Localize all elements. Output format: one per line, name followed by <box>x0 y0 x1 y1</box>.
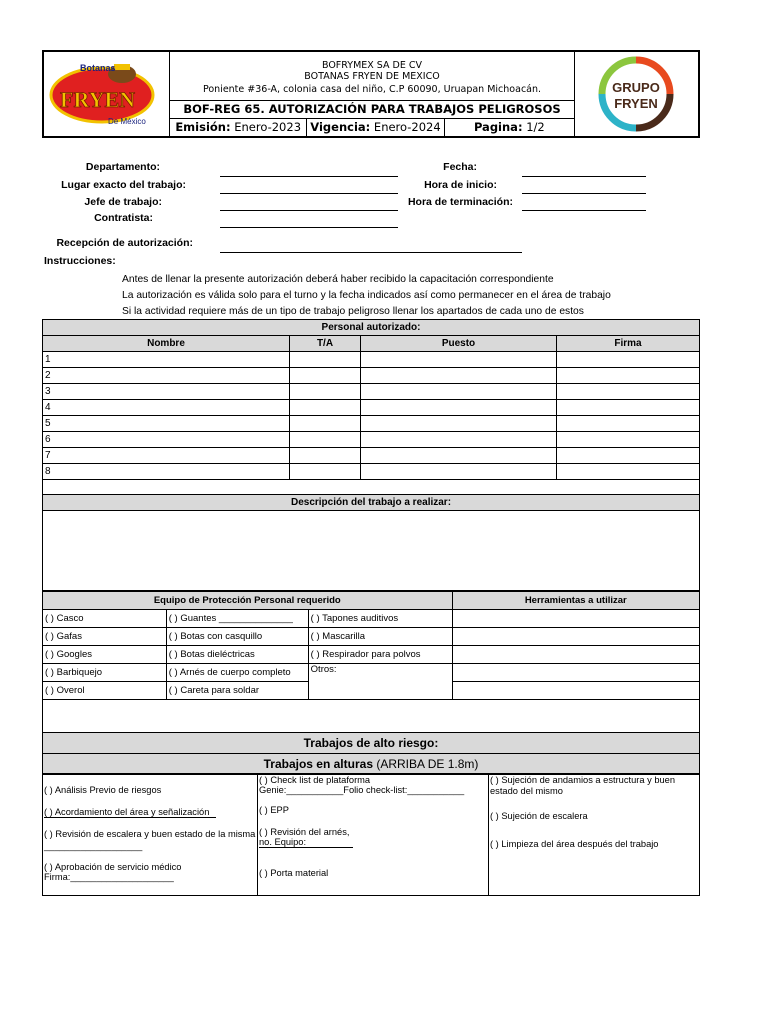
fecha-field[interactable] <box>522 176 646 177</box>
check-escalera[interactable]: ( ) Revisión de escalera y buen estado de la misma ___________________ <box>44 829 256 851</box>
hora-termino-label: Hora de terminación: <box>407 196 513 208</box>
jefe-label: Jefe de trabajo: <box>84 196 162 208</box>
check-porta-material[interactable]: ( ) Porta material <box>259 868 329 878</box>
epp-otros[interactable]: Otros: <box>308 664 452 700</box>
epp-respirador[interactable]: ( ) Respirador para polvos <box>308 646 452 664</box>
table-row[interactable]: 1 <box>43 352 700 368</box>
company-address: Poniente #36-A, colonia casa del niño, C.P 60090, Uruapan Michoacán. <box>202 84 542 95</box>
fryen-text: FRYEN <box>614 96 658 111</box>
epp-overol[interactable]: ( ) Overol <box>43 682 167 700</box>
epp-botas-casquillo[interactable]: ( ) Botas con casquillo <box>166 628 308 646</box>
table-row[interactable]: 2 <box>43 368 700 384</box>
personal-table <box>42 319 700 591</box>
epp-gafas[interactable]: ( ) Gafas <box>43 628 167 646</box>
check-analisis[interactable]: ( ) Análisis Previo de riesgos <box>44 785 162 795</box>
document-header <box>42 50 700 138</box>
epp-table <box>42 591 700 774</box>
check-epp[interactable]: ( ) EPP <box>259 805 289 815</box>
lugar-label: Lugar exacto del trabajo: <box>61 179 186 191</box>
instruccion-2: La autorización es válida solo para el turno y la fecha indicados así como permanecer en el área de trabajo <box>122 290 611 301</box>
check-andamios[interactable]: ( ) Sujeción de andamios a estructura y buen estado del mismo <box>490 775 676 796</box>
table-row[interactable]: 5 <box>43 416 700 432</box>
main-form-grid <box>42 319 700 901</box>
check-limpieza[interactable]: ( ) Limpieza del área después del trabajo <box>490 839 659 849</box>
departamento-label: Departamento: <box>85 161 160 173</box>
tool-line[interactable] <box>452 628 699 646</box>
fecha-label: Fecha: <box>443 161 477 173</box>
alturas-col-3 <box>489 775 700 896</box>
tool-line[interactable] <box>452 646 699 664</box>
company-name: BOFRYMEX SA DE CV <box>321 60 422 71</box>
epp-botas-dielectricas[interactable]: ( ) Botas dieléctricas <box>166 646 308 664</box>
tool-line[interactable] <box>452 682 699 700</box>
hora-inicio-label: Hora de inicio: <box>424 179 497 191</box>
hora-termino-field[interactable] <box>522 210 646 211</box>
vigencia-cell: Vigencia: Enero-2024 <box>307 118 444 136</box>
logo-bottom-text: De México <box>108 117 146 126</box>
recepcion-field[interactable] <box>220 252 522 253</box>
header-center <box>170 52 574 136</box>
col-firma: Firma <box>557 336 700 352</box>
epp-barbiquejo[interactable]: ( ) Barbiquejo <box>43 664 167 682</box>
check-arnes[interactable]: ( ) Revisión del arnés, no. Equipo: <box>259 827 353 848</box>
descripcion-area[interactable] <box>43 511 700 591</box>
col-puesto: Puesto <box>361 336 557 352</box>
jefe-field[interactable] <box>220 210 398 211</box>
alto-riesgo-title: Trabajos de alto riesgo: <box>43 733 700 754</box>
instruccion-3: Si la actividad requiere más de un tipo de trabajo peligroso llenar los apartados de cada uno de estos <box>122 306 584 317</box>
alturas-col-1 <box>43 775 258 896</box>
lugar-field[interactable] <box>220 193 398 194</box>
contratista-field[interactable] <box>220 227 398 228</box>
table-row[interactable]: 6 <box>43 432 700 448</box>
epp-guantes[interactable]: ( ) Guantes ______________ <box>166 610 308 628</box>
table-row[interactable]: 3 <box>43 384 700 400</box>
table-row[interactable]: 7 <box>43 448 700 464</box>
grupo-text: GRUPO <box>612 80 660 95</box>
document-title: BOF-REG 65. AUTORIZACIÓN PARA TRABAJOS PELIGROSOS <box>170 100 574 119</box>
hora-inicio-field[interactable] <box>522 193 646 194</box>
logo-top-text: Botanas <box>80 63 116 73</box>
check-acordamiento[interactable]: ( ) Acordamiento del área y señalización <box>44 807 216 818</box>
pagina-cell: Pagina: 1/2 <box>473 120 545 134</box>
table-row[interactable]: 8 <box>43 464 700 480</box>
instrucciones-label: Instrucciones: <box>44 255 116 267</box>
personal-title: Personal autorizado: <box>43 320 700 336</box>
epp-title: Equipo de Protección Personal requerido <box>43 592 453 610</box>
check-sujecion-escalera[interactable]: ( ) Sujeción de escalera <box>490 811 588 821</box>
col-nombre: Nombre <box>43 336 290 352</box>
check-plataforma[interactable]: ( ) Check list de plataforma <box>259 775 371 785</box>
descripcion-title: Descripción del trabajo a realizar: <box>43 495 700 511</box>
contratista-label: Contratista: <box>94 212 153 224</box>
alturas-col-2 <box>258 775 489 896</box>
emision-cell: Emisión: Enero-2023 <box>170 118 307 136</box>
tool-line[interactable] <box>452 664 699 682</box>
recepcion-label: Recepción de autorización: <box>56 237 193 249</box>
check-servicio-medico[interactable]: ( ) Aprobación de servicio médico <box>44 862 182 872</box>
instruccion-1: Antes de llenar la presente autorización deberá haber recibido la capacitación correspondiente <box>122 274 554 285</box>
firma-line[interactable]: Firma:____________________ <box>44 872 174 882</box>
tool-line[interactable] <box>452 610 699 628</box>
alturas-title: Trabajos en alturas (ARRIBA DE 1.8m) <box>43 754 700 774</box>
table-row[interactable]: 4 <box>43 400 700 416</box>
header-dates-row <box>170 118 574 136</box>
alturas-table <box>42 774 700 896</box>
col-ta: T/A <box>290 336 361 352</box>
fryen-logo <box>44 52 170 136</box>
epp-mascarilla[interactable]: ( ) Mascarilla <box>308 628 452 646</box>
genie-folio[interactable]: Genie:___________Folio check-list:___________ <box>259 785 465 795</box>
logo-brand-text: FRYEN <box>60 87 136 112</box>
departamento-field[interactable] <box>220 176 398 177</box>
grupo-fryen-logo <box>574 52 698 136</box>
company-name-2: BOTANAS FRYEN DE MEXICO <box>304 71 440 82</box>
epp-careta[interactable]: ( ) Careta para soldar <box>166 682 308 700</box>
epp-googles[interactable]: ( ) Googles <box>43 646 167 664</box>
epp-arnes[interactable]: ( ) Arnés de cuerpo completo <box>166 664 308 682</box>
herramientas-title: Herramientas a utilizar <box>452 592 699 610</box>
epp-tapones[interactable]: ( ) Tapones auditivos <box>308 610 452 628</box>
epp-casco[interactable]: ( ) Casco <box>43 610 167 628</box>
